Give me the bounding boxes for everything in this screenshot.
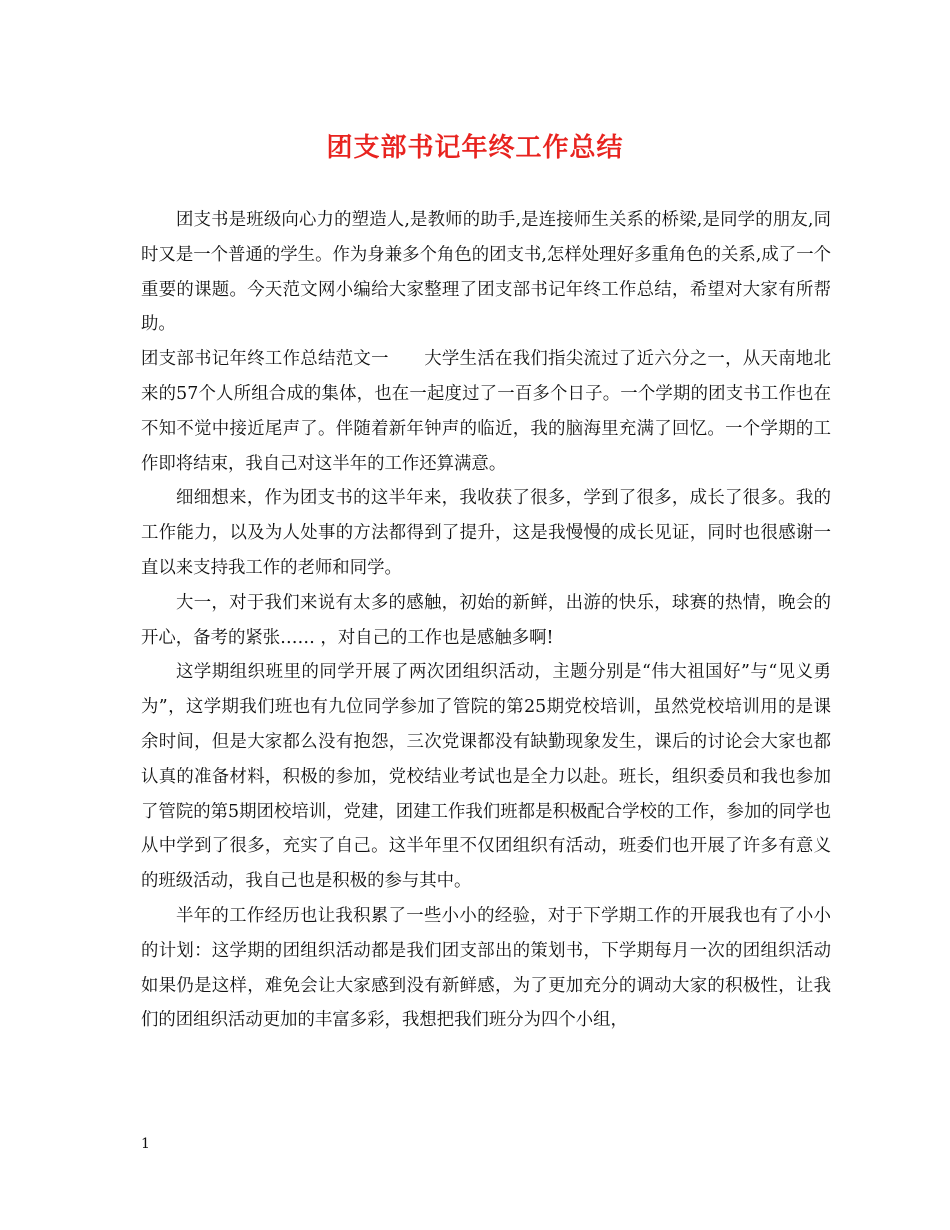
body-paragraph: 细细想来，作为团支书的这半年来，我收获了很多，学到了很多，成长了很多。我的工作能力，以及为人处事的方法都得到了提升，这是我慢慢的成长见证，同时也很感谢一直以来支持我工作的老师和同学。 [141,488,831,578]
body-paragraph: 团支部书记年终工作总结范文一 大学生活在我们指尖流过了近六分之一，从天南地北来的57个人所组合成的集体，也在一起度过了一百多个日子。一个学期的团支书工作也在不知不觉中接近尾声了。伴随着新年钟声的临近，我的脑海里充满了回忆。一个学期的工作即将结束，我自己对这半年的工作还算满意。 [141,349,831,474]
document-title: 团支部书记年终工作总结 [326,133,624,163]
page-number: 1 [141,1136,150,1152]
body-paragraph: 团支书是班级向心力的塑造人,是教师的助手,是连接师生关系的桥梁,是同学的朋友,同时又是一个普通的学生。作为身兼多个角色的团支书,怎样处理好多重角色的关系,成了一个重要的课题。今天范文网小编给大家整理了团支部书记年终工作总结，希望对大家有所帮助。 [141,210,831,335]
body-paragraph: 半年的工作经历也让我积累了一些小小的经验，对于下学期工作的开展我也有了小小的计划：这学期的团组织活动都是我们团支部出的策划书，下学期每月一次的团组织活动如果仍是这样，难免会让大家感到没有新鲜感，为了更加充分的调动大家的积极性，让我们的团组织活动更加的丰富多彩，我想把我们班分为四个小组， [141,905,831,1031]
body-paragraph: 这学期组织班里的同学开展了两次团组织活动，主题分别是“伟大祖国好”与“见义勇为”，这学期我们班也有九位同学参加了管院的第25期党校培训，虽然党校培训用的是课余时间，但是大家都么没有抱怨，三次党课都没有缺勤现象发生，课后的讨论会大家也都认真的准备材料，积极的参加，党校结业考试也是全力以赴。班长，组织委员和我也参加了管院的第5期团校培训，党建，团建工作我们班都是积极配合学校的工作，参加的同学也从中学到了很多，充实了自己。这半年里不仅团组织有活动，班委们也开展了许多有意义的班级活动，我自己也是积极的参与其中。 [141,662,831,892]
document-body [141,203,831,1038]
body-paragraph: 大一，对于我们来说有太多的感触，初始的新鲜，出游的快乐，球赛的热情，晚会的开心，备考的紧张…… ，对自己的工作也是感触多啊! [141,592,831,648]
